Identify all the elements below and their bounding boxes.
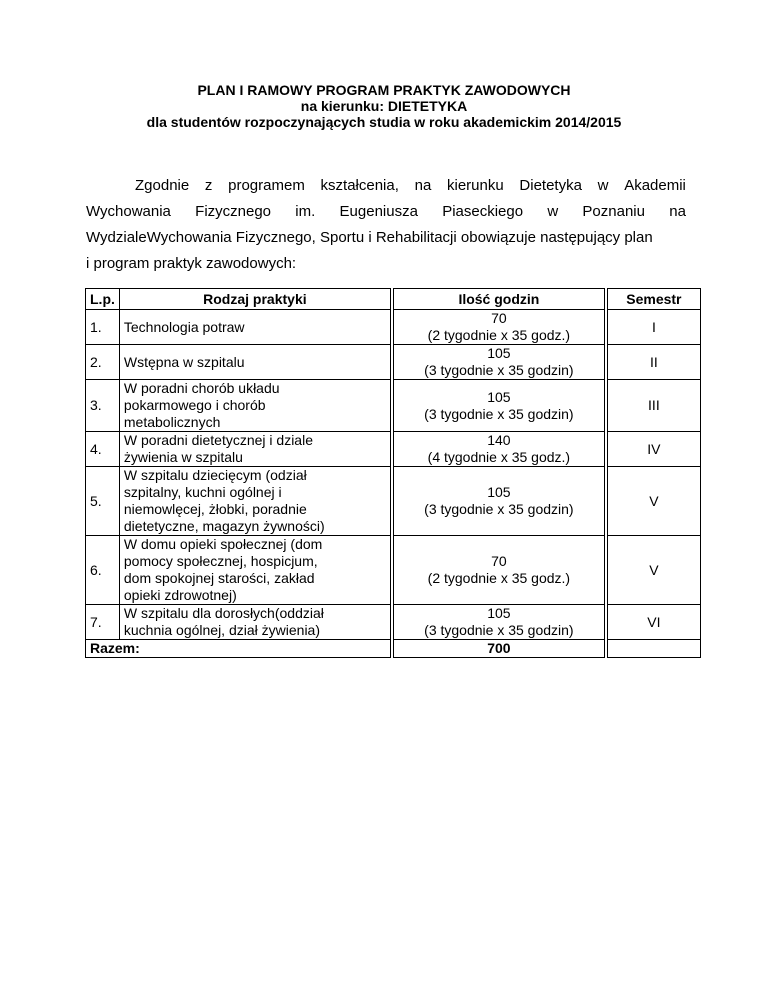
row-semester: I	[607, 310, 700, 345]
intro-line-1	[135, 177, 686, 194]
row-hours	[393, 432, 604, 467]
row-lp: 5.	[86, 467, 120, 536]
name-line: pomocy społecznej, hospicjum,	[123, 553, 318, 569]
doc-title-line1: PLAN I RAMOWY PROGRAM PRAKTYK ZAWODOWYCH	[197, 82, 571, 98]
name-line: W szpitalu dziecięcym (odział	[123, 467, 307, 483]
row-semester: III	[607, 380, 700, 432]
name-line: dom spokojnej starości, zakład	[123, 570, 315, 586]
hours-detail: (2 tygodnie x 35 godz.)	[427, 570, 571, 586]
row-semester: II	[607, 345, 700, 380]
doc-title-line3: dla studentów rozpoczynających studia w roku akademickim 2014/2015	[146, 114, 622, 130]
row-hours	[393, 605, 604, 640]
name-line: opieki zdrowotnej)	[123, 587, 237, 603]
total-label: Razem:	[86, 640, 391, 658]
name-line: Wstępna w szpitalu	[123, 353, 245, 370]
total-semester-empty	[607, 640, 700, 658]
name-line: dietetyczne, magazyn żywności)	[123, 518, 325, 534]
row-name	[119, 345, 390, 380]
table-row	[86, 467, 701, 536]
word: Piaseckiego	[442, 203, 524, 220]
row-name	[119, 380, 390, 432]
row-hours	[393, 380, 604, 432]
row-lp: 3.	[86, 380, 120, 432]
table-row	[86, 432, 701, 467]
word: Wychowania	[86, 203, 171, 220]
row-hours	[393, 345, 604, 380]
word: w	[547, 203, 559, 220]
word: Eugeniusza	[339, 203, 418, 220]
hours-value: 140	[487, 432, 511, 448]
word: kształcenia,	[320, 177, 399, 194]
row-hours	[393, 536, 604, 605]
word: Fizycznego	[195, 203, 272, 220]
table-row	[86, 380, 701, 432]
table-header-row	[86, 289, 701, 310]
word: Dietetyka	[519, 177, 582, 194]
word: na	[669, 203, 686, 220]
hours-detail: (3 tygodnie x 35 godzin)	[424, 405, 574, 422]
name-line: W szpitalu dla dorosłych(oddział	[123, 605, 324, 621]
name-line: W poradni chorób układu	[123, 380, 280, 396]
table-row	[86, 345, 701, 380]
row-lp: 4.	[86, 432, 120, 467]
word: kierunku	[447, 177, 504, 194]
header-name: Rodzaj praktyki	[119, 289, 390, 310]
name-line: niemowlęcej, żłobki, poradnie	[123, 501, 307, 517]
row-lp: 2.	[86, 345, 120, 380]
word: im.	[295, 203, 316, 220]
hours-value: 70	[491, 553, 507, 569]
name-line: pokarmowego i chorób	[123, 397, 266, 413]
hours-detail: (3 tygodnie x 35 godzin)	[424, 362, 574, 378]
word: Akademii	[624, 177, 686, 194]
word: na	[414, 177, 432, 194]
row-name	[119, 467, 390, 536]
row-name	[119, 536, 390, 605]
hours-detail: (4 tygodnie x 35 godz.)	[427, 449, 571, 465]
row-hours	[393, 310, 604, 345]
hours-detail: (2 tygodnie x 35 godz.)	[427, 327, 571, 343]
hours-value: 70	[491, 310, 507, 326]
row-lp: 6.	[86, 536, 120, 605]
name-line: W poradni dietetycznej i dziale	[123, 432, 313, 448]
row-semester: V	[607, 536, 700, 605]
row-name	[119, 432, 390, 467]
practice-table	[85, 288, 701, 658]
row-name	[119, 310, 390, 345]
word: Zgodnie	[135, 177, 190, 194]
total-hours: 700	[393, 640, 604, 658]
hours-value: 105	[487, 605, 511, 621]
name-line: szpitalny, kuchni ogólnej i	[123, 484, 282, 500]
row-semester: IV	[607, 432, 700, 467]
name-line: żywienia w szpitalu	[123, 449, 243, 465]
hours-detail: (3 tygodnie x 35 godzin)	[424, 501, 574, 517]
hours-value: 105	[487, 484, 511, 500]
table-row	[86, 310, 701, 345]
intro-line-4: i program praktyk zawodowych:	[86, 255, 297, 272]
header-hours: Ilość godzin	[393, 289, 604, 310]
name-line: metabolicznych	[123, 414, 221, 430]
name-line: W domu opieki społecznej (dom	[123, 536, 323, 552]
row-semester: VI	[607, 605, 700, 640]
hours-value: 105	[487, 388, 511, 405]
intro-line-2	[86, 203, 686, 220]
table-row	[86, 605, 701, 640]
header-lp: L.p.	[86, 289, 120, 310]
intro-line-3: WydzialeWychowania Fizycznego, Sportu i Rehabilitacji obowiązuje następujący plan	[86, 229, 653, 246]
hours-detail: (3 tygodnie x 35 godzin)	[424, 622, 574, 638]
row-hours	[393, 467, 604, 536]
row-semester: V	[607, 467, 700, 536]
table-total-row	[86, 640, 701, 658]
hours-value: 105	[487, 345, 511, 361]
row-lp: 7.	[86, 605, 120, 640]
row-name	[119, 605, 390, 640]
word: Poznaniu	[582, 203, 645, 220]
name-line: Technologia potraw	[123, 318, 245, 335]
word: z	[204, 177, 213, 194]
doc-title-line2: na kierunku: DIETETYKA	[300, 98, 468, 114]
row-lp: 1.	[86, 310, 120, 345]
name-line: kuchnia ogólnej, dział żywienia)	[123, 622, 320, 638]
word: w	[597, 177, 609, 194]
header-semester: Semestr	[607, 289, 700, 310]
word: programem	[228, 177, 305, 194]
table-row	[86, 536, 701, 605]
